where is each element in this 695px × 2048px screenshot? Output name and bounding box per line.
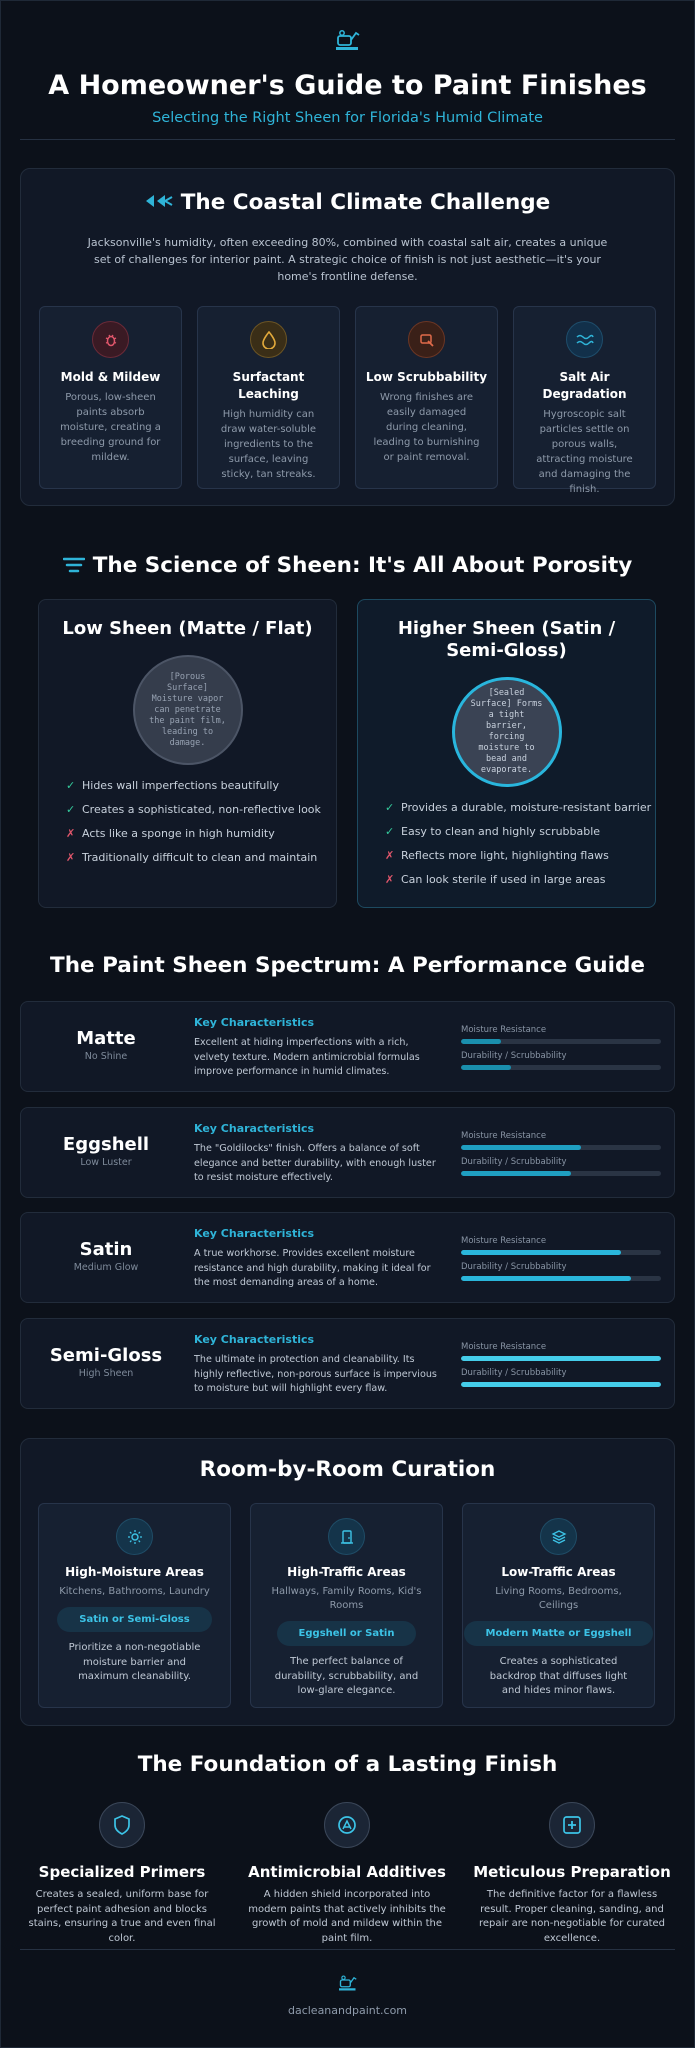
cross-icon: ✗: [66, 851, 76, 864]
cross-icon: ✗: [385, 873, 395, 886]
meter-fill: [461, 1276, 631, 1281]
page-footer: [0, 1974, 695, 2017]
room-subtitle: Hallways, Family Rooms, Kid's Rooms: [271, 1586, 422, 1611]
meter-fill: [461, 1382, 661, 1387]
page-header: [0, 28, 695, 126]
high-sheen-card: [357, 599, 656, 908]
antimicrobial-icon: [324, 1802, 370, 1848]
check-icon: ✓: [66, 779, 76, 792]
meter-fill: [461, 1171, 571, 1176]
foundation-item-text: A hidden shield incorporated into modern paints that actively inhibits the growth of mold and mildew within the paint film.: [248, 1889, 446, 1944]
foundation-item-title: Antimicrobial Additives: [248, 1863, 446, 1881]
list-item-text: Acts like a sponge in high humidity: [82, 827, 275, 840]
list-item: [385, 873, 655, 886]
door-icon: [328, 1518, 365, 1555]
layers-lines-icon: [63, 554, 85, 579]
high-sheen-title: Higher Sheen (Satin / Semi-Gloss): [397, 618, 616, 661]
room-title: High-Traffic Areas: [287, 1565, 406, 1579]
room-title: High-Moisture Areas: [65, 1565, 204, 1579]
meter-fill: [461, 1145, 581, 1150]
climate-title: [21, 190, 674, 216]
list-item: [66, 779, 336, 792]
meter-fill: [461, 1356, 661, 1361]
challenge-text: Hygroscopic salt particles settle on porous walls, attracting moisture and damaging the finish.: [536, 409, 633, 495]
recommended-finish-badge: Satin or Semi-Gloss: [57, 1607, 211, 1632]
list-item: [66, 851, 336, 864]
cross-icon: ✗: [385, 849, 395, 862]
room-card-low-traffic: [462, 1503, 655, 1708]
meter-label: Moisture Resistance: [461, 1131, 547, 1141]
room-card-high-traffic: [250, 1503, 443, 1708]
room-card-high-moisture: [38, 1503, 231, 1708]
meter-track: [461, 1065, 661, 1070]
climate-intro: Jacksonville's humidity, often exceeding 80%, combined with coastal salt air, creates a unique set of challenges for interior paint. A strategic choice of finish is not just aesthetic—it's your home's frontline defense.: [87, 235, 608, 283]
list-item: [66, 827, 336, 840]
spectrum-title: The Paint Sheen Spectrum: A Performance Guide: [50, 953, 645, 978]
challenge-card: [355, 306, 498, 489]
foundation-item-title: Meticulous Preparation: [473, 1863, 671, 1881]
challenge-title: Low Scrubbability: [365, 370, 488, 384]
meter-track: [461, 1356, 661, 1361]
science-title-text: The Science of Sheen: It's All About Porosity: [92, 553, 633, 578]
meter-track: [461, 1145, 661, 1150]
challenge-title: Mold & Mildew: [60, 370, 161, 384]
list-item-text: Hides wall imperfections beautifully: [82, 779, 279, 792]
page-subtitle: Selecting the Right Sheen for Florida's Humid Climate: [152, 110, 543, 126]
check-icon: ✓: [385, 801, 395, 814]
list-item-text: Traditionally difficult to clean and maintain: [82, 851, 318, 864]
bug-icon: [92, 321, 129, 358]
list-item-text: Reflects more light, highlighting flaws: [401, 849, 609, 862]
sheen-description: The "Goldilocks" finish. Offers a balance of soft elegance and better durability, with enough luster to resist moisture effectively.: [194, 1143, 436, 1183]
challenge-text: High humidity can draw water-soluble ingredients to the surface, leaving sticky, tan streaks.: [220, 409, 317, 480]
meter-track: [461, 1039, 661, 1044]
cross-icon: ✗: [66, 827, 76, 840]
challenge-text: Porous, low-sheen paints absorb moisture, creating a breeding ground for mildew.: [60, 392, 161, 463]
room-title: Low-Traffic Areas: [501, 1565, 616, 1579]
climate-section: [20, 168, 675, 506]
meter-label: Moisture Resistance: [461, 1025, 547, 1035]
meter-track: [461, 1250, 661, 1255]
sheen-row-semi-gloss: [20, 1318, 675, 1409]
scrub-icon: [408, 321, 445, 358]
foundation-item: [241, 1802, 453, 1946]
meter-label: Durability / Scrubbability: [461, 1368, 567, 1378]
sheen-row-eggshell: [20, 1107, 675, 1198]
moisture-meter: [461, 1236, 661, 1255]
low-sheen-title: Low Sheen (Matte / Flat): [62, 618, 313, 639]
waves-icon: [566, 321, 603, 358]
header-divider: [20, 139, 675, 140]
plus-square-icon: [549, 1802, 595, 1848]
key-characteristics-label: Key Characteristics: [194, 1016, 315, 1029]
durability-meter: [461, 1157, 661, 1176]
meter-track: [461, 1276, 661, 1281]
foundation-item: [16, 1802, 228, 1946]
list-item: [385, 849, 655, 862]
sheen-row-matte: [20, 1001, 675, 1092]
sun-icon: [116, 1518, 153, 1555]
footer-link[interactable]: dacleanandpaint.com: [287, 2004, 408, 2017]
moisture-meter: [461, 1131, 661, 1150]
moisture-meter: [461, 1025, 661, 1044]
room-subtitle: Living Rooms, Bedrooms, Ceilings: [495, 1586, 622, 1611]
low-sheen-card: [38, 599, 337, 908]
meter-label: Durability / Scrubbability: [461, 1051, 567, 1061]
sheen-name: Matte: [76, 1028, 136, 1049]
page-title: A Homeowner's Guide to Paint Finishes: [48, 70, 647, 101]
science-title: [0, 553, 695, 579]
sheen-name: Eggshell: [62, 1134, 150, 1155]
challenge-card: [197, 306, 340, 489]
sheen-description: Excellent at hiding imperfections with a rich, velvety texture. Modern antimicrobial formulas improve performance in humid climates.: [194, 1037, 420, 1077]
paint-roller-icon: [335, 28, 361, 52]
foundation-item-title: Specialized Primers: [38, 1863, 206, 1881]
meter-track: [461, 1171, 661, 1176]
paint-roller-icon: [338, 1974, 358, 1992]
list-item-text: Provides a durable, moisture-resistant barrier: [401, 801, 652, 814]
shield-icon: [99, 1802, 145, 1848]
challenge-text: Wrong finishes are easily damaged during cleaning, leading to burnishing or paint removal.: [373, 392, 480, 463]
durability-meter: [461, 1051, 661, 1070]
recommended-finish-badge: Eggshell or Satin: [277, 1621, 417, 1646]
droplet-icon: [250, 321, 287, 358]
sheen-description: A true workhorse. Provides excellent moisture resistance and high durability, making it ideal for the most demanding areas of a home.: [194, 1248, 431, 1288]
wind-icon: [145, 191, 173, 216]
sheen-subtitle: Low Luster: [80, 1157, 132, 1168]
challenge-list: [39, 306, 657, 495]
list-item-text: Creates a sophisticated, non-reflective look: [82, 803, 321, 816]
list-item: [66, 803, 336, 816]
challenge-title: Salt Air Degradation: [542, 370, 627, 401]
meter-fill: [461, 1039, 501, 1044]
room-text: The perfect balance of durability, scrubbability, and low-glare elegance.: [274, 1656, 419, 1696]
challenge-card: [39, 306, 182, 489]
foundation-item-text: Creates a sealed, uniform base for perfect paint adhesion and blocks stains, ensuring a true and even final color.: [28, 1889, 216, 1944]
porous-surface-diagram: [Porous Surface] Moisture vapor can penetrate the paint film, leading to damage.: [133, 655, 243, 765]
key-characteristics-label: Key Characteristics: [194, 1227, 315, 1240]
list-item-text: Easy to clean and highly scrubbable: [401, 825, 601, 838]
durability-meter: [461, 1368, 661, 1387]
layers-icon: [540, 1518, 577, 1555]
meter-label: Moisture Resistance: [461, 1342, 547, 1352]
footer-divider: [20, 1949, 675, 1950]
sheen-name: Satin: [79, 1239, 133, 1260]
rooms-title: Room-by-Room Curation: [199, 1457, 496, 1482]
list-item-text: Can look sterile if used in large areas: [401, 873, 606, 886]
foundation-item-text: The definitive factor for a flawless result. Proper cleaning, sanding, and repair are non-negotiable for curated excellence.: [478, 1889, 665, 1944]
key-characteristics-label: Key Characteristics: [194, 1333, 315, 1346]
check-icon: ✓: [385, 825, 395, 838]
sheen-description: The ultimate in protection and cleanability. Its highly reflective, non-porous surface is impervious to moisture but will highlight every flaw.: [194, 1354, 437, 1394]
key-characteristics-label: Key Characteristics: [194, 1122, 315, 1135]
sheen-subtitle: Medium Glow: [73, 1262, 139, 1273]
durability-meter: [461, 1262, 661, 1281]
sheen-subtitle: High Sheen: [78, 1368, 134, 1379]
moisture-meter: [461, 1342, 661, 1361]
meter-track: [461, 1382, 661, 1387]
meter-label: Moisture Resistance: [461, 1236, 547, 1246]
room-text: Prioritize a non-negotiable moisture barrier and maximum cleanability.: [68, 1642, 201, 1682]
foundation-item: [466, 1802, 678, 1946]
list-item: [385, 825, 655, 838]
recommended-finish-badge: Modern Matte or Eggshell: [464, 1621, 654, 1646]
check-icon: ✓: [66, 803, 76, 816]
low-sheen-list: [39, 779, 336, 864]
list-item: [385, 801, 655, 814]
room-subtitle: Kitchens, Bathrooms, Laundry: [59, 1586, 210, 1597]
climate-title-text: The Coastal Climate Challenge: [180, 190, 551, 215]
room-text: Creates a sophisticated backdrop that diffuses light and hides minor flaws.: [489, 1656, 628, 1696]
meter-label: Durability / Scrubbability: [461, 1157, 567, 1167]
sealed-surface-diagram: [Sealed Surface] Forms a tight barrier, forcing moisture to bead and evaporate.: [452, 677, 562, 787]
sheen-name: Semi-Gloss: [49, 1345, 163, 1366]
foundation-title: The Foundation of a Lasting Finish: [137, 1752, 558, 1777]
meter-fill: [461, 1065, 511, 1070]
challenge-title: Surfactant Leaching: [232, 370, 305, 401]
challenge-card: [513, 306, 656, 495]
sheen-subtitle: No Shine: [84, 1051, 128, 1062]
sheen-row-satin: [20, 1212, 675, 1303]
high-sheen-list: [358, 801, 655, 886]
meter-fill: [461, 1250, 621, 1255]
meter-label: Durability / Scrubbability: [461, 1262, 567, 1272]
